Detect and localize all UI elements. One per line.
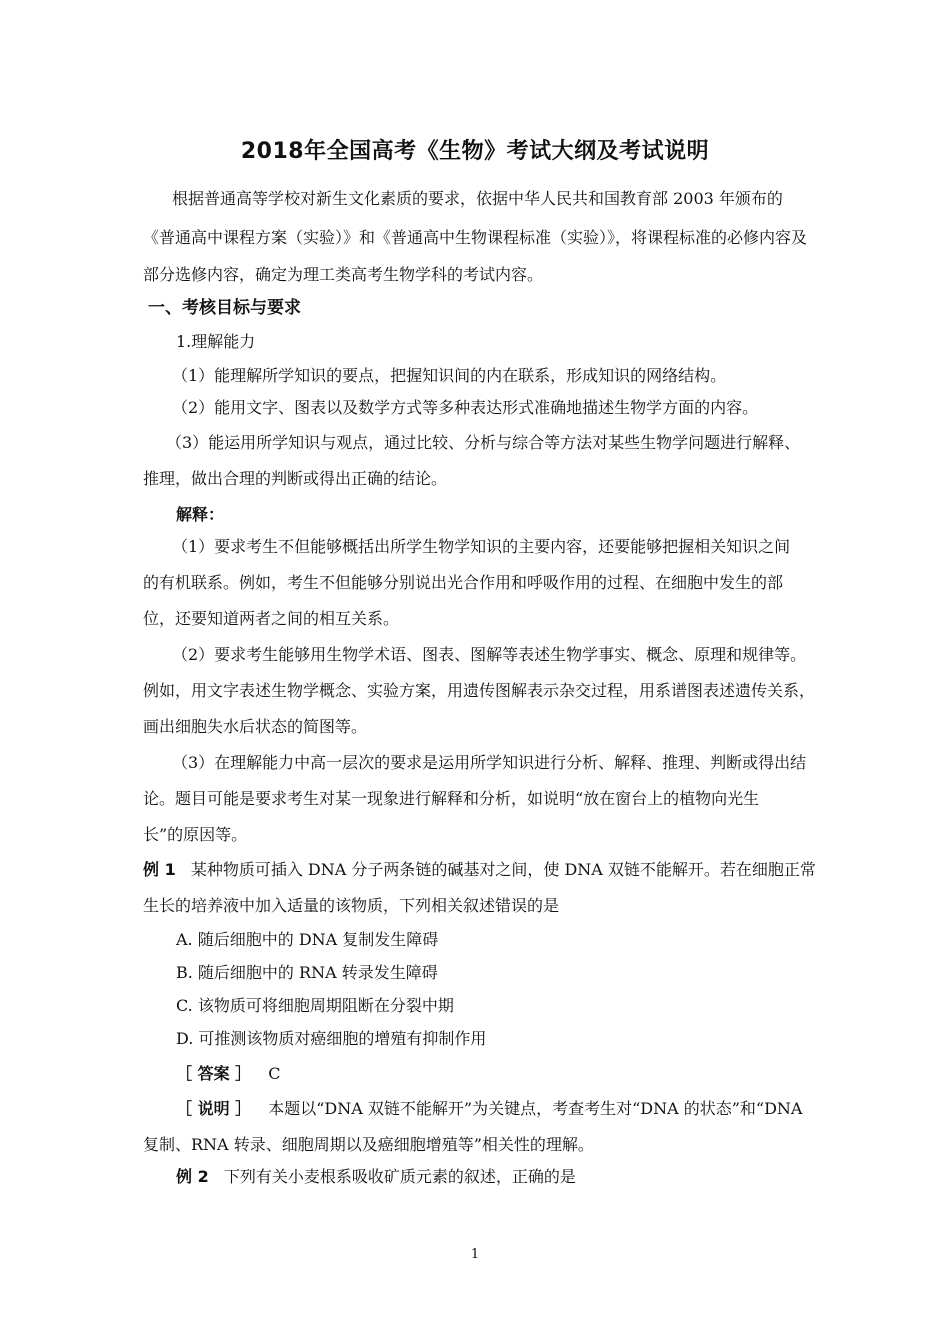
answer-value: C: [268, 1064, 281, 1083]
explain-label: 解释：: [176, 505, 225, 524]
explain-line-8: 论。题目可能是要求考生对某一现象进行解释和分析，如说明“放在窗台上的植物向光生: [143, 789, 760, 808]
note-text: 本题以“DNA 双链不能解开”为关键点，考查考生对“DNA 的状态”和“DNA: [268, 1099, 803, 1118]
example-1-note-row: [176, 1099, 802, 1119]
example-1-answer-row: [176, 1064, 281, 1084]
section-heading: 一、考核目标与要求: [148, 298, 301, 318]
example-2-label: 例 2: [176, 1167, 209, 1186]
explain-line-7: （3）在理解能力中高一层次的要求是运用所学知识进行分析、解释、推理、判断或得出结: [172, 753, 807, 772]
example-1-option-d: D. 可推测该物质对癌细胞的增殖有抑制作用: [176, 1029, 487, 1048]
example-1-option-a: A. 随后细胞中的 DNA 复制发生障碍: [176, 930, 439, 949]
intro-line-3: 部分选修内容，确定为理工类高考生物学科的考试内容。: [143, 265, 544, 284]
example-1-label: 例 1: [143, 860, 176, 879]
note-label: ［ 说明 ］: [176, 1099, 252, 1118]
page-number: 1: [470, 1247, 480, 1262]
example-1-note-cont: 复制、RNA 转录、细胞周期以及癌细胞增殖等”相关性的理解。: [143, 1135, 594, 1154]
example-1-stem-line-1: [143, 860, 816, 880]
example-2-stem-text: 下列有关小麦根系吸收矿质元素的叙述，正确的是: [223, 1167, 576, 1186]
example-1-stem-line-2: 生长的培养液中加入适量的该物质，下列相关叙述错误的是: [143, 896, 560, 915]
example-1-stem-text: 某种物质可插入 DNA 分子两条链的碱基对之间，使 DNA 双链不能解开。若在细胞正常: [190, 860, 816, 879]
example-2-stem: [176, 1167, 576, 1187]
ability-title: 1.理解能力: [176, 332, 256, 351]
intro-line-1: 根据普通高等学校对新生文化素质的要求，依据中华人民共和国教育部 2003 年颁布的: [172, 189, 783, 208]
explain-line-3: 位，还要知道两者之间的相互关系。: [143, 609, 400, 628]
explain-line-5: 例如，用文字表述生物学概念、实验方案，用遗传图解表示杂交过程，用系谱图表述遗传关系，: [143, 681, 816, 700]
ability-item-3: （3）能运用所学知识与观点，通过比较、分析与综合等方法对某些生物学问题进行解释、: [166, 433, 801, 452]
ability-item-3-cont: 推理，做出合理的判断或得出正确的结论。: [143, 469, 448, 488]
explain-line-1: （1）要求考生不但能够概括出所学生物学知识的主要内容，还要能够把握相关知识之间: [172, 537, 791, 556]
explain-line-6: 画出细胞失水后状态的简图等。: [143, 717, 368, 736]
ability-item-1: （1）能理解所学知识的要点，把握知识间的内在联系，形成知识的网络结构。: [172, 366, 727, 385]
explain-line-9: 长”的原因等。: [143, 825, 248, 844]
intro-line-2: 《普通高中课程方案（实验）》和《普通高中生物课程标准（实验）》，将课程标准的必修内容及: [143, 228, 808, 247]
ability-item-2: （2）能用文字、图表以及数学方式等多种表达形式准确地描述生物学方面的内容。: [172, 398, 759, 417]
example-1-option-b: B. 随后细胞中的 RNA 转录发生障碍: [176, 963, 438, 982]
document-title: 2018年全国高考《生物》考试大纲及考试说明: [240, 139, 710, 164]
answer-label: ［ 答案 ］: [176, 1064, 252, 1083]
explain-line-4: （2）要求考生能够用生物学术语、图表、图解等表述生物学事实、概念、原理和规律等。: [172, 645, 807, 664]
explain-line-2: 的有机联系。例如，考生不但能够分别说出光合作用和呼吸作用的过程、在细胞中发生的部: [143, 573, 784, 592]
example-1-option-c: C. 该物质可将细胞周期阻断在分裂中期: [176, 996, 454, 1015]
